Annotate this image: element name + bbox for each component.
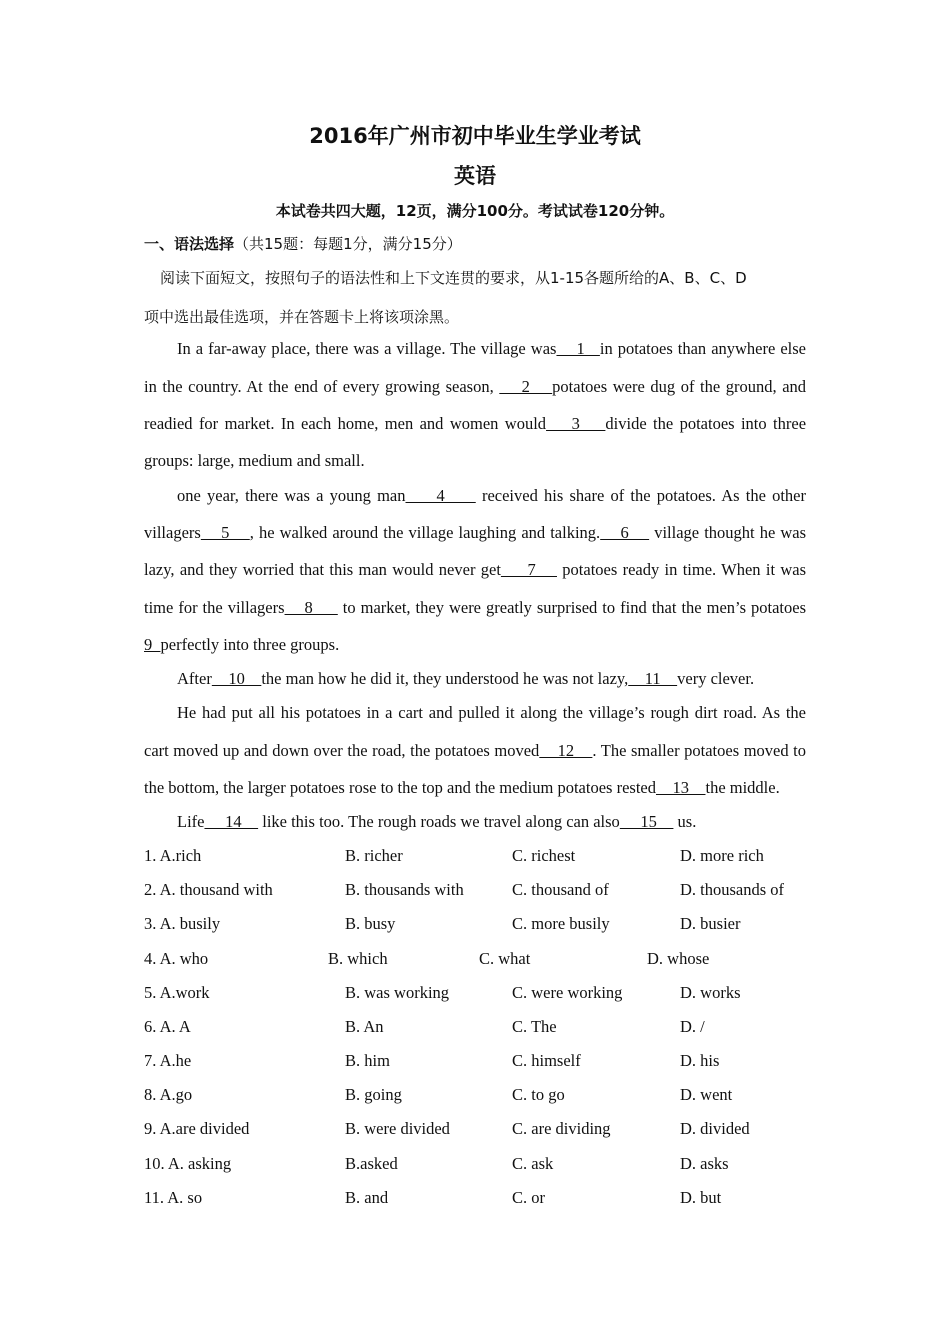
instructions-line-2: 项中选出最佳选项，并在答题卡上将该项涂黑。: [144, 308, 460, 326]
option-5-a: 5. A.work: [144, 983, 210, 1002]
passage-text: perfectly into three groups.: [160, 635, 340, 654]
answer-blank: 11: [628, 669, 678, 688]
passage-text: very clever.: [677, 669, 755, 688]
passage-text: cart moved up and down over the road, the potatoes moved: [144, 741, 540, 760]
option-8-d: D. went: [680, 1085, 733, 1104]
option-9-a: 9. A.are divided: [144, 1119, 250, 1138]
answer-blank: 6: [600, 523, 650, 542]
option-4-b: B. which: [328, 949, 388, 968]
option-1-b: B. richer: [345, 846, 403, 865]
option-7-c: C. himself: [512, 1051, 581, 1070]
passage-text: Life: [177, 812, 205, 831]
passage-text: the middle.: [705, 778, 780, 797]
passage-text: received his share of the potatoes. As the other: [475, 486, 806, 505]
subject-title: 英语: [454, 164, 496, 188]
option-11-c: C. or: [512, 1188, 545, 1207]
passage-line: [144, 377, 806, 397]
option-5-b: B. was working: [345, 983, 450, 1002]
option-10-d: D. asks: [680, 1154, 729, 1173]
answer-blank: 3: [546, 414, 606, 433]
option-10-c: C. ask: [512, 1154, 554, 1173]
section-title: 一、语法选择: [144, 235, 235, 253]
exam-title: 2016年广州市初中毕业生学业考试: [309, 124, 641, 148]
passage-line: [144, 778, 806, 798]
option-3-b: B. busy: [345, 914, 396, 933]
option-11-a: 11. A. so: [144, 1188, 203, 1207]
option-5-c: C. were working: [512, 983, 623, 1002]
passage-line: [144, 669, 806, 689]
instructions-line-1: 阅读下面短文，按照句子的语法性和上下文连贯的要求，从1-15各题所给的A、B、C、D: [160, 269, 747, 287]
option-3-c: C. more busily: [512, 914, 610, 933]
answer-blank: 13: [655, 778, 706, 797]
option-6-d: D. /: [680, 1017, 705, 1036]
passage-text: one year, there was a young man: [177, 486, 406, 505]
option-9-c: C. are dividing: [512, 1119, 611, 1138]
passage-line: [144, 560, 806, 580]
section-note: （共15题：每题1分，满分15分）: [234, 235, 462, 253]
passage-text: time for the villagers: [144, 598, 285, 617]
option-8-b: B. going: [345, 1085, 402, 1104]
option-8-a: 8. A.go: [144, 1085, 193, 1104]
option-2-b: B. thousands with: [345, 880, 464, 899]
answer-blank: 1: [556, 339, 600, 358]
option-1-d: D. more rich: [680, 846, 764, 865]
option-6-c: C. The: [512, 1017, 557, 1036]
passage-text: He had put all his potatoes in a cart and pulled it along the village’s rough dirt road. As the: [177, 703, 806, 722]
option-1-a: 1. A.rich: [144, 846, 202, 865]
passage-line: [144, 451, 806, 471]
option-4-d: D. whose: [647, 949, 710, 968]
passage-text: potatoes were dug of the ground, and: [552, 377, 807, 396]
answer-blank: 12: [539, 741, 593, 760]
option-3-d: D. busier: [680, 914, 741, 933]
option-2-d: D. thousands of: [680, 880, 785, 899]
passage-line: [144, 339, 806, 359]
option-9-b: B. were divided: [345, 1119, 450, 1138]
option-6-a: 6. A. A: [144, 1017, 191, 1036]
exam-info: 本试卷共四大题，12页，满分100分。考试试卷120分钟。: [275, 202, 675, 220]
option-5-d: D. works: [680, 983, 741, 1002]
passage-text: like this too. The rough roads we travel along can also: [258, 812, 620, 831]
passage-text: After: [177, 669, 212, 688]
option-1-c: C. richest: [512, 846, 576, 865]
passage-text: In a far-away place, there was a village. The village was: [177, 339, 557, 358]
option-3-a: 3. A. busily: [144, 914, 221, 933]
passage-text: readied for market. In each home, men and women would: [144, 414, 547, 433]
passage-line: [144, 523, 806, 543]
passage-line: [144, 635, 806, 655]
passage-line: [144, 598, 806, 618]
passage-text: villagers: [144, 523, 201, 542]
option-7-d: D. his: [680, 1051, 720, 1070]
passage-text: . The smaller potatoes moved to: [592, 741, 807, 760]
passage-text: , he walked around the village laughing and talking.: [249, 523, 601, 542]
answer-blank: 5: [200, 523, 250, 542]
passage-text: divide the potatoes into three: [605, 414, 807, 433]
option-2-a: 2. A. thousand with: [144, 880, 273, 899]
passage-text: in the country. At the end of every growing season,: [144, 377, 500, 396]
answer-blank: 10: [211, 669, 262, 688]
answer-blank: 15: [619, 812, 674, 831]
passage-line: [144, 741, 806, 761]
passage-text: to market, they were greatly surprised to find that the men’s potatoes: [337, 598, 807, 617]
option-4-c: C. what: [479, 949, 531, 968]
passage-text: potatoes ready in time. When it was: [556, 560, 807, 579]
answer-blank: 9: [144, 635, 161, 654]
answer-blank: 7: [500, 560, 557, 579]
section-heading: [144, 233, 462, 254]
option-6-b: B. An: [345, 1017, 384, 1036]
answer-blank: 8: [284, 598, 338, 617]
passage-line: [144, 812, 806, 832]
passage-text: groups: large, medium and small.: [144, 451, 365, 470]
option-11-d: D. but: [680, 1188, 722, 1207]
passage-text: in potatoes than anywhere else: [599, 339, 807, 358]
answer-blank: 14: [204, 812, 259, 831]
passage-line: [144, 414, 806, 434]
passage-line: [144, 486, 806, 506]
option-7-a: 7. A.he: [144, 1051, 192, 1070]
option-8-c: C. to go: [512, 1085, 565, 1104]
answer-blank: 4: [405, 486, 476, 505]
passage-text: the bottom, the larger potatoes rose to the top and the medium potatoes rested: [144, 778, 656, 797]
answer-blank: 2: [499, 377, 553, 396]
passage-text: village thought he was: [649, 523, 807, 542]
option-4-a: 4. A. who: [144, 949, 209, 968]
option-10-a: 10. A. asking: [144, 1154, 232, 1173]
option-11-b: B. and: [345, 1188, 389, 1207]
passage-text: lazy, and they worried that this man would never get: [144, 560, 501, 579]
option-2-c: C. thousand of: [512, 880, 609, 899]
option-7-b: B. him: [345, 1051, 390, 1070]
option-9-d: D. divided: [680, 1119, 750, 1138]
option-10-b: B.asked: [345, 1154, 398, 1173]
passage-text: the man how he did it, they understood he was not lazy,: [261, 669, 629, 688]
passage-text: us.: [673, 812, 697, 831]
passage-line: [144, 703, 806, 723]
